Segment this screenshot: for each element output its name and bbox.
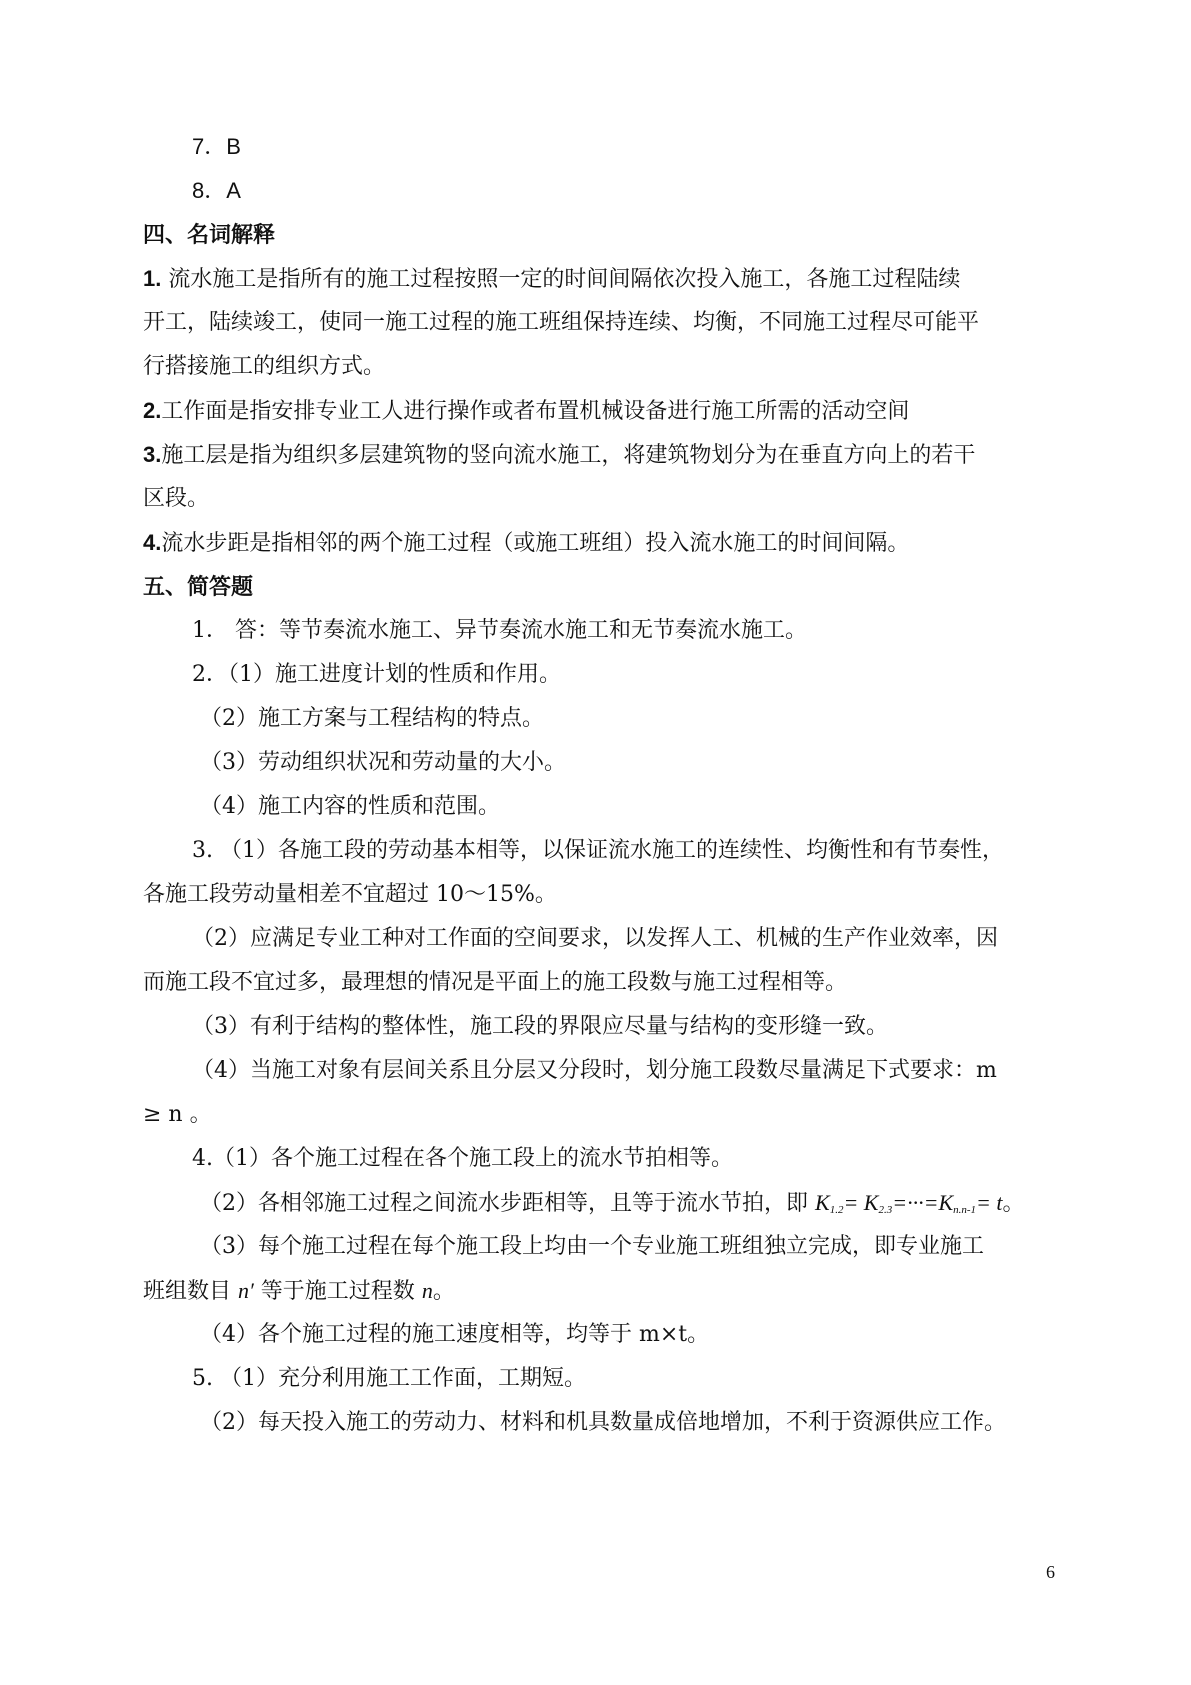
def-3-text-1: 施工层是指为组织多层建筑物的竖向流水施工，将建筑物划分为在垂直方向上的若干 bbox=[161, 443, 976, 468]
page-number: 6 bbox=[1046, 1562, 1055, 1582]
def-4-text: 流水步距是指相邻的两个施工过程（或施工班组）投入流水施工的时间间隔。 bbox=[161, 531, 910, 556]
answer-7-value: B bbox=[226, 134, 241, 159]
def-4 bbox=[143, 529, 1063, 558]
formula-k1: K bbox=[815, 1190, 830, 1215]
var-n-prime: n′ bbox=[238, 1278, 254, 1303]
formula-t: t bbox=[996, 1190, 1003, 1215]
formula-eq2: = bbox=[976, 1190, 991, 1215]
answer-q5-1: 5. （1）充分利用施工工作面，工期短。 bbox=[192, 1366, 586, 1391]
answer-8 bbox=[192, 177, 1112, 206]
answer-7 bbox=[192, 133, 1112, 162]
answer-q4-3-line-2 bbox=[143, 1277, 1063, 1306]
formula-eq1: = bbox=[843, 1190, 859, 1215]
formula-end: 。 bbox=[1002, 1191, 1025, 1216]
answer-q4-3-line-1: （3）每个施工过程在每个施工段上均由一个专业施工班组独立完成，即专业施工 bbox=[200, 1234, 984, 1259]
def-2-text: 工作面是指安排专业工人进行操作或者布置机械设备进行施工所需的活动空间 bbox=[161, 399, 910, 424]
formula-sub2: 2.3 bbox=[878, 1204, 893, 1216]
answer-q3-1-line-1: 3. （1）各施工段的劳动基本相等，以保证流水施工的连续性、均衡性和有节奏性， bbox=[192, 838, 1004, 863]
answer-q2-1: 2．（1）施工进度计划的性质和作用。 bbox=[192, 662, 561, 687]
var-n: n bbox=[421, 1278, 433, 1303]
formula-sub1: 1.2 bbox=[829, 1204, 844, 1216]
answer-q4-3-text: 班组数目 bbox=[143, 1279, 238, 1304]
answer-7-number: 7． bbox=[192, 134, 227, 159]
answer-q1: 1． 答：等节奏流水施工、异节奏流水施工和无节奏流水施工。 bbox=[192, 618, 807, 643]
def-1-number: 1. bbox=[143, 266, 162, 291]
def-3-line-1 bbox=[143, 441, 1063, 470]
answer-q5-2: （2）每天投入施工的劳动力、材料和机具数量成倍地增加，不利于资源供应工作。 bbox=[200, 1410, 1006, 1435]
section-4-title: 四、名词解释 bbox=[143, 222, 276, 248]
answer-q3-2-line-1: （2）应满足专业工种对工作面的空间要求，以发挥人工、机械的生产作业效率，因 bbox=[192, 926, 998, 951]
answer-8-number: 8． bbox=[192, 178, 227, 203]
def-1-line-3: 行搭接施工的组织方式。 bbox=[143, 354, 386, 379]
def-2-number: 2. bbox=[143, 398, 162, 423]
def-1-line-2: 开工，陆续竣工，使同一施工过程的施工班组保持连续、均衡，不同施工过程尽可能平 bbox=[143, 310, 980, 335]
answer-q4-4: （4）各个施工过程的施工速度相等，均等于 m×t。 bbox=[200, 1322, 710, 1347]
answer-q3-2-line-2: 而施工段不宜过多，最理想的情况是平面上的施工段数与施工过程相等。 bbox=[143, 970, 848, 995]
answer-q2-2: （2）施工方案与工程结构的特点。 bbox=[200, 706, 544, 731]
formula-dots: =···= bbox=[892, 1190, 939, 1215]
answer-q2-4: （4）施工内容的性质和范围。 bbox=[200, 794, 500, 819]
formula-k3: K bbox=[938, 1190, 954, 1215]
answer-q2-3: （3）劳动组织状况和劳动量的大小。 bbox=[200, 750, 566, 775]
formula-k2: K bbox=[863, 1190, 879, 1215]
def-3-number: 3. bbox=[143, 442, 162, 467]
answer-q3-3: （3）有利于结构的整体性，施工段的界限应尽量与结构的变形缝一致。 bbox=[192, 1014, 888, 1039]
answer-q3-1-line-2: 各施工段劳动量相差不宜超过 10～15%。 bbox=[143, 882, 557, 907]
answer-q4-2-text: （2）各相邻施工过程之间流水步距相等，且等于流水节拍，即 bbox=[200, 1191, 815, 1216]
answer-q4-3-mid: 等于施工过程数 bbox=[253, 1279, 422, 1304]
answer-q4-2 bbox=[200, 1189, 1120, 1224]
def-1-text-1: 流水施工是指所有的施工过程按照一定的时间间隔依次投入施工，各施工过程陆续 bbox=[161, 267, 961, 292]
answer-q3-4-line-2: ≥ n 。 bbox=[143, 1102, 212, 1127]
formula bbox=[815, 1190, 1003, 1215]
section-5-title: 五、简答题 bbox=[143, 574, 254, 600]
def-3-line-2: 区段。 bbox=[143, 486, 210, 511]
formula-sub3: n.n-1 bbox=[953, 1204, 977, 1216]
def-2 bbox=[143, 397, 1063, 426]
answer-8-value: A bbox=[226, 178, 241, 203]
answer-q4-1: 4.（1）各个施工过程在各个施工段上的流水节拍相等。 bbox=[192, 1146, 733, 1171]
def-4-number: 4. bbox=[143, 530, 162, 555]
def-1-line-1 bbox=[143, 265, 1063, 294]
answer-q3-4-line-1: （4）当施工对象有层间关系且分层又分段时，划分施工段数尽量满足下式要求：m bbox=[192, 1058, 997, 1083]
answer-q4-3-end: 。 bbox=[432, 1279, 455, 1304]
